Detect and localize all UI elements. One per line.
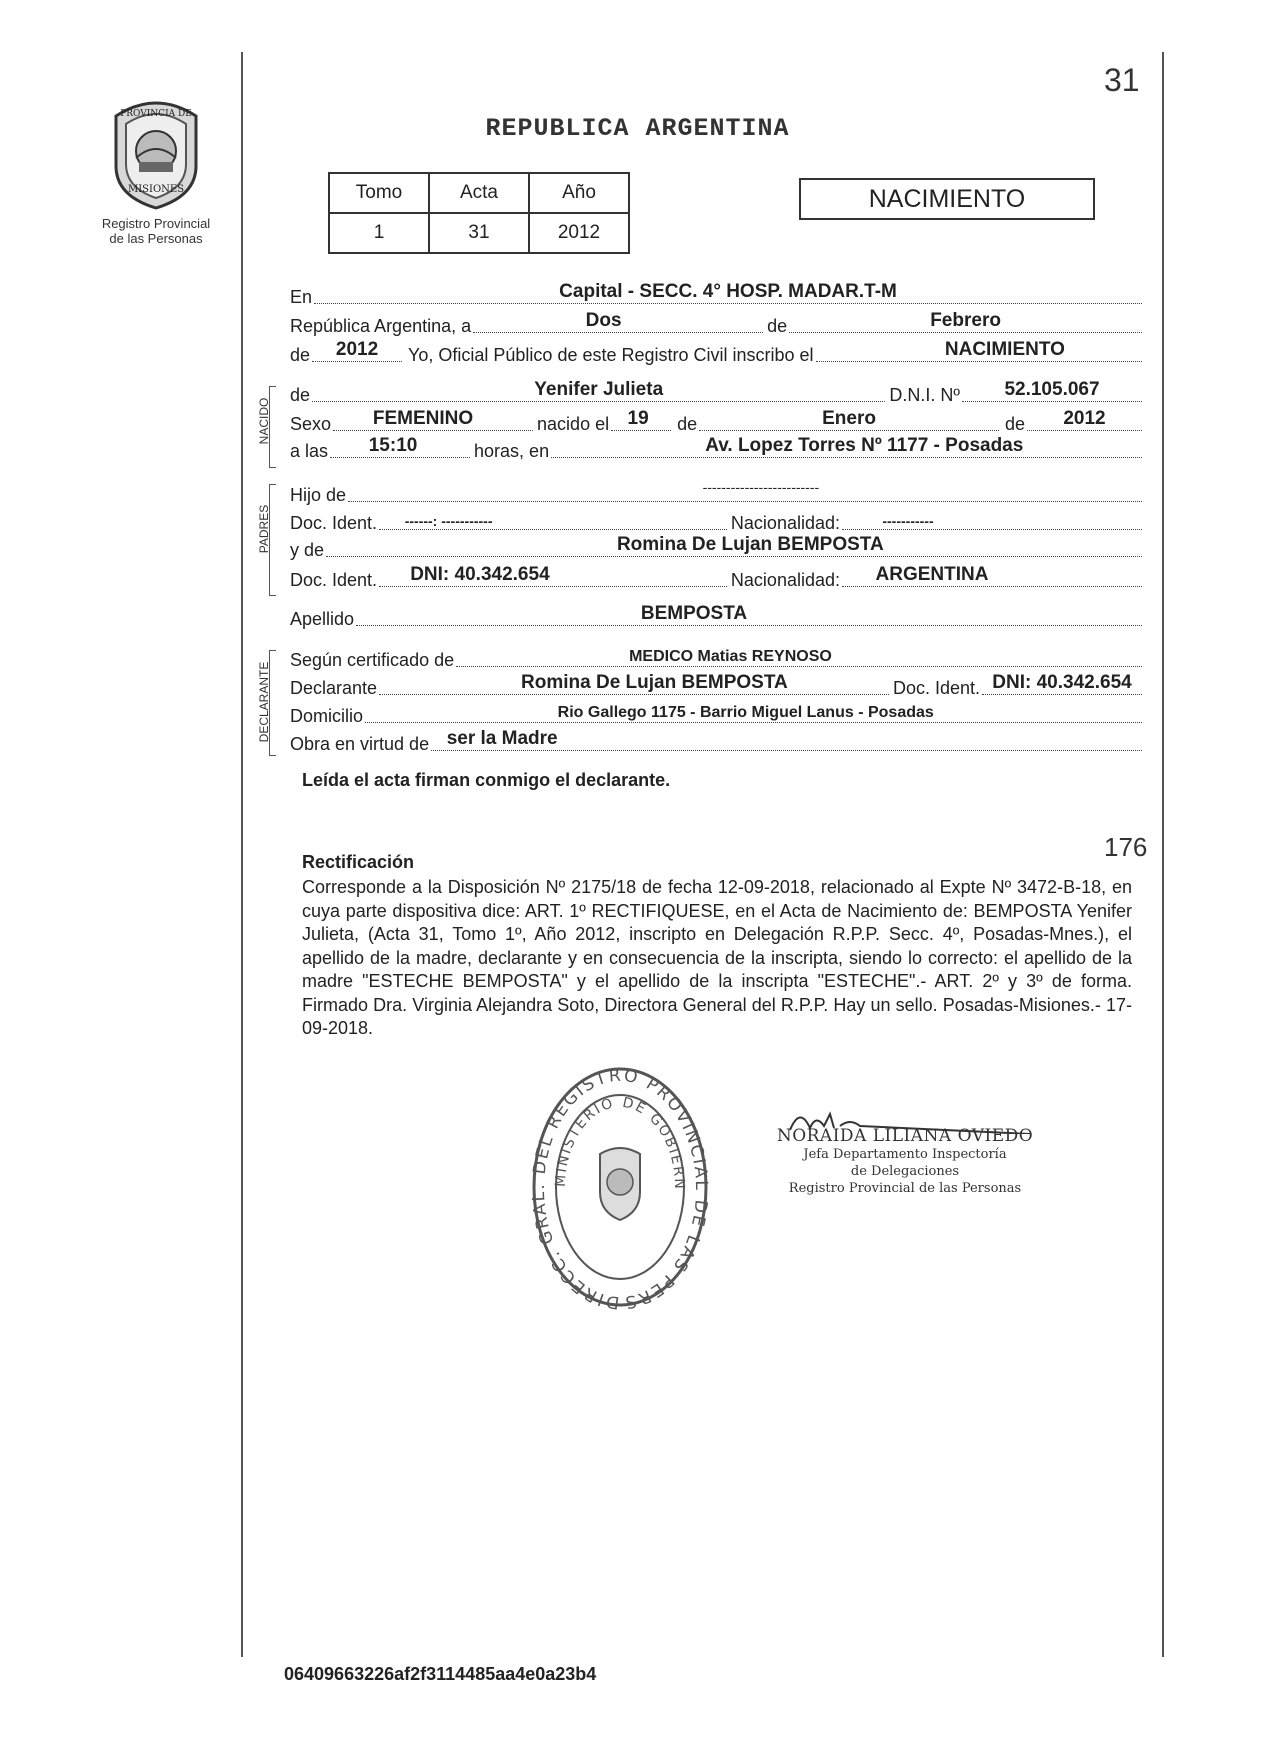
signatory-role-3: Registro Provincial de las Personas: [788, 1181, 1022, 1196]
svg-text:MINISTERIO DE GOBIERNO: MINISTERIO DE GOBIERN: [552, 1094, 688, 1192]
row-padre-doc: [290, 510, 1142, 534]
left-margin-line: [241, 52, 243, 1657]
row-madre-doc: [290, 564, 1142, 591]
value-year: 2012: [335, 339, 379, 360]
row-apellido: [290, 603, 1142, 630]
label-hijo-de: Hijo de: [290, 485, 347, 505]
row-hora: [290, 435, 1142, 462]
value-declarante-doc: DNI: 40.342.654: [992, 672, 1132, 693]
value-month: Febrero: [930, 310, 1001, 331]
row-domicilio: [290, 703, 1142, 727]
table-value-anio: 2012: [529, 213, 629, 253]
value-father-doc: ------: -----------: [404, 513, 493, 529]
label-doc-ident-mother: Doc. Ident.: [290, 570, 378, 590]
rectification-body: Corresponde a la Disposición Nº 2175/18 de fecha 12-09-2018, relacionado al Expte Nº 3472-B-18, en cuya parte dispositiva dice: ART. 1º RECTIFIQUESE, en el Acta de Nacimiento de: BEMPOSTA Yenifer Julieta, (Acta 31, Tomo 1º, Año 2012, inscripto en Delegación R.P.P. Secc. 4º, Posadas-Mnes.), el apellido de la madre, declarante y en consecuencia de la inscripta, siendo lo correcto: el apellido de la madre "ESTECHE BEMPOSTA" y el apellido de la inscripta "ESTECHE".- ART. 2º y 3º de forma. Firmado Dra. Virginia Alejandra Soto, Directora General del R.P.P. Hay un sello. Posadas-Misiones.- 17-09-2018.: [302, 877, 1132, 1038]
document-hash: 06409663226af2f3114485aa4e0a23b4: [284, 1664, 597, 1684]
table-value-acta: 31: [429, 213, 529, 253]
value-birth-month: Enero: [822, 408, 876, 429]
page-number: 31: [1104, 62, 1140, 98]
table-header-anio: Año: [529, 173, 629, 213]
value-day: Dos: [585, 310, 622, 331]
logo-caption-line-2: de las Personas: [109, 231, 203, 246]
registry-table: [328, 172, 630, 254]
label-horas-en: horas, en: [474, 441, 550, 461]
svg-text:MISIONES: MISIONES: [127, 184, 185, 195]
signatory-name: NORAIDA LILIANA OVIEDO: [776, 1126, 1034, 1146]
value-apellido: BEMPOSTA: [640, 603, 748, 624]
record-type-box: NACIMIENTO: [799, 178, 1095, 220]
official-stamp: [530, 1062, 710, 1317]
registry-seal-icon: [530, 1062, 710, 1312]
value-inscribo: NACIMIENTO: [944, 339, 1065, 360]
closing-statement: Leída el acta firman conmigo el declarante.: [302, 770, 671, 790]
value-child-dni: 52.105.067: [1004, 379, 1100, 400]
svg-text:PROVINCIA DE: PROVINCIA DE: [120, 109, 192, 119]
label-inscribo: Yo, Oficial Público de este Registro Civil inscribo el: [408, 345, 814, 365]
label-domicilio: Domicilio: [290, 706, 364, 726]
signatory-role-1: Jefa Departamento Inspectoría: [803, 1147, 1007, 1162]
row-nombre: [290, 379, 1142, 406]
value-declarante: Romina De Lujan BEMPOSTA: [521, 672, 788, 693]
label-a-las: a las: [290, 441, 329, 461]
value-domicilio: Rio Gallego 1175 - Barrio Miguel Lanus - Posadas: [557, 704, 934, 721]
label-nacido-el: nacido el: [537, 414, 610, 434]
value-mother-nationality: ARGENTINA: [875, 564, 989, 585]
label-doc-ident-declarante: Doc. Ident.: [892, 678, 980, 698]
label-de-name: de: [290, 385, 311, 405]
value-place-registry: Capital - SECC. 4° HOSP. MADAR.T-M: [559, 281, 897, 302]
label-certificado: Según certificado de: [290, 650, 455, 670]
row-madre: [290, 534, 1142, 561]
table-header-acta: Acta: [429, 173, 529, 213]
signatory-role-2: de Delegaciones: [850, 1164, 960, 1179]
section-label-padres: PADRES: [257, 504, 271, 554]
value-child-name: Yenifer Julieta: [534, 379, 664, 400]
value-birth-place: Av. Lopez Torres Nº 1177 - Posadas: [705, 435, 1024, 456]
value-birth-day: 19: [627, 408, 649, 429]
row-en: [290, 281, 1142, 308]
rectification-title: Rectificación: [302, 852, 415, 872]
label-declarante: Declarante: [290, 678, 378, 698]
label-y-de: y de: [290, 540, 325, 560]
row-sexo: [290, 408, 1142, 435]
label-de-birth-year: de: [1004, 414, 1025, 434]
value-father-nationality: -----------: [882, 513, 934, 529]
label-nacionalidad-mother: Nacionalidad:: [730, 570, 840, 590]
row-obra: [290, 728, 1142, 755]
value-birth-year: 2012: [1063, 408, 1106, 429]
row-declarante: [290, 672, 1142, 699]
value-father: -------------------------: [702, 479, 820, 495]
label-republica: República Argentina, a: [290, 316, 472, 336]
section-label-nacido: NACIDO: [257, 397, 271, 445]
row-republica: [290, 310, 1142, 337]
label-nacionalidad-father: Nacionalidad:: [730, 513, 840, 533]
logo-caption-line-1: Registro Provincial: [101, 216, 211, 231]
label-sexo: Sexo: [290, 414, 332, 434]
rectification-number: 176: [1104, 832, 1148, 862]
value-mother: Romina De Lujan BEMPOSTA: [616, 534, 884, 555]
label-obra: Obra en virtud de: [290, 734, 430, 754]
right-margin-line: [1162, 52, 1164, 1657]
document-title: REPUBLICA ARGENTINA: [485, 114, 790, 143]
label-de-year: de: [290, 345, 311, 365]
table-header-tomo: Tomo: [329, 173, 429, 213]
label-en: En: [290, 287, 313, 307]
label-dni: D.N.I. Nº: [889, 385, 960, 405]
value-certificado: MEDICO Matias REYNOSO: [629, 648, 832, 665]
label-doc-ident-father: Doc. Ident.: [290, 513, 378, 533]
value-sexo: FEMENINO: [372, 408, 474, 429]
value-mother-doc: DNI: 40.342.654: [410, 564, 550, 585]
row-inscribo: [290, 339, 1142, 366]
value-hour: 15:10: [368, 435, 418, 456]
label-de: de: [767, 316, 788, 336]
row-certificado: [290, 647, 1142, 671]
svg-text:DIRECC. GRAL. DEL REGISTRO PRO: DIRECC. GRAL. DEL REGISTRO PROVINCIAL DE LAS PERS: [530, 1065, 710, 1312]
row-padre: [290, 479, 1142, 506]
label-apellido: Apellido: [290, 609, 355, 629]
signature-block: [760, 1126, 1050, 1197]
value-obra: ser la Madre: [446, 728, 558, 749]
table-value-tomo: 1: [329, 213, 429, 253]
section-label-declarante: DECLARANTE: [257, 661, 271, 743]
handwritten-signature-icon: [780, 1104, 1040, 1134]
label-de-birth-month: de: [677, 414, 698, 434]
